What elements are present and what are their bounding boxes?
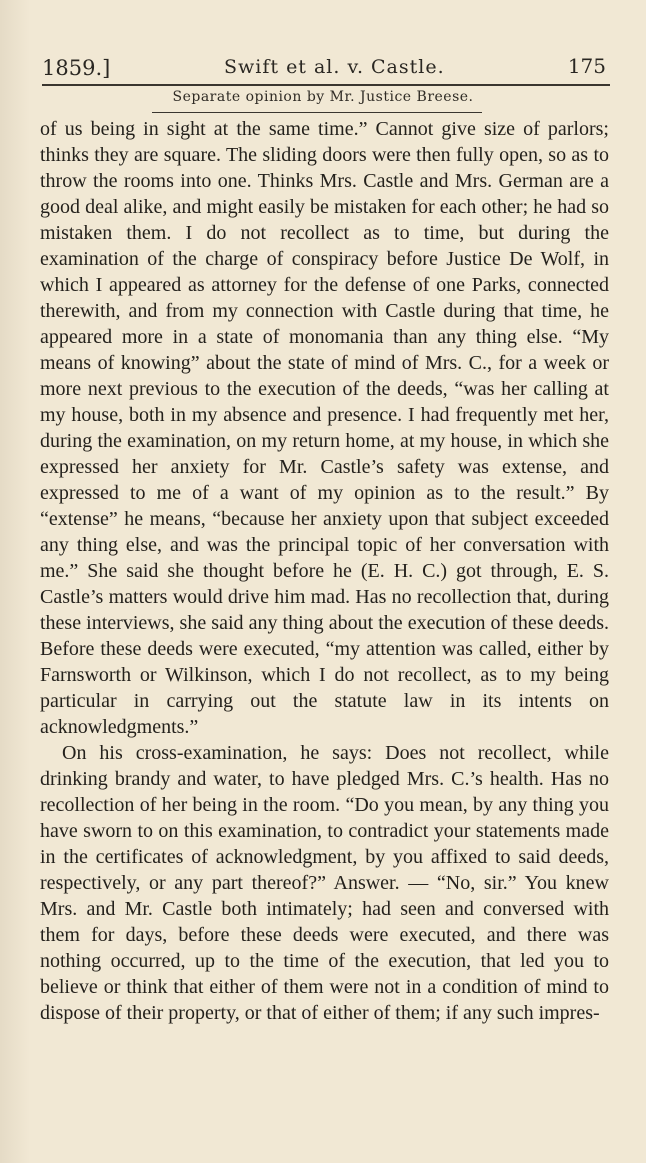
header-year: 1859.] — [42, 56, 111, 80]
body-paragraph-1: of us being in sight at the same time.” Cannot give size of parlors; thinks they are square. The sliding doors were then fully open, so as to throw the rooms into one. Thinks Mrs. Castle and Mrs. German are a good deal alike, and might easily be mistaken for each other; he had so mistaken them. I do not recollect as to time, but during the examination of the charge of conspiracy before Justice De Wolf, in which I appeared as attorney for the defense of one Parks, connected therewith, and from my connection with Castle during that time, he appeared more in a state of monomania than any thing else. “My means of knowing” about the state of mind of Mrs. C., for a week or more next previous to the execution of the deeds, “was her calling at my house, both in my absence and presence. I had frequently met her, during the examination, on my return home, at my house, in which she expressed her anxiety for Mr. Castle’s safety was extense, and expressed to me of a want of my opinion as to the result.” By “extense” he means, “because her anxiety upon that subject exceeded any thing else, and was the principal topic of her conversation with me.” She said she thought before he (E. H. C.) got through, E. S. Castle’s matters would drive him mad. Has no recollection that, during these interviews, she said any thing about the execution of these deeds. Before these deeds were executed, “my attention was called, either by Farnsworth or Wilkinson, which I do not recollect, as to my being particular in carrying out the statute law in its intents on acknowledgments.” — [40, 118, 609, 738]
body-text — [40, 116, 609, 1026]
header-case-title: Swift et al. v. Castle. — [224, 56, 445, 78]
page-number: 175 — [567, 54, 606, 78]
header-rule — [42, 84, 610, 86]
running-head — [38, 52, 608, 84]
body-paragraph-2: On his cross-examination, he says: Does not recollect, while drinking brandy and water, to have pledged Mrs. C.’s health. Has no recollection of her being in the room. “Do you mean, by any thing you have sworn to on this examination, to contradict your statements made in the certificates of acknowledgment, by you affixed to said deeds, respectively, or any part thereof?” Answer. — “No, sir.” You knew Mrs. and Mr. Castle both intimately; had seen and conversed with them for days, before these deeds were executed, and there was nothing occurred, up to the time of the execution, that led you to believe or think that either of them were not in a condition of mind to dispose of their property, or that of either of them; if any such impres- — [40, 742, 609, 1024]
subheading-rule — [152, 112, 482, 113]
opinion-subheading: Separate opinion by Mr. Justice Breese. — [172, 89, 474, 105]
